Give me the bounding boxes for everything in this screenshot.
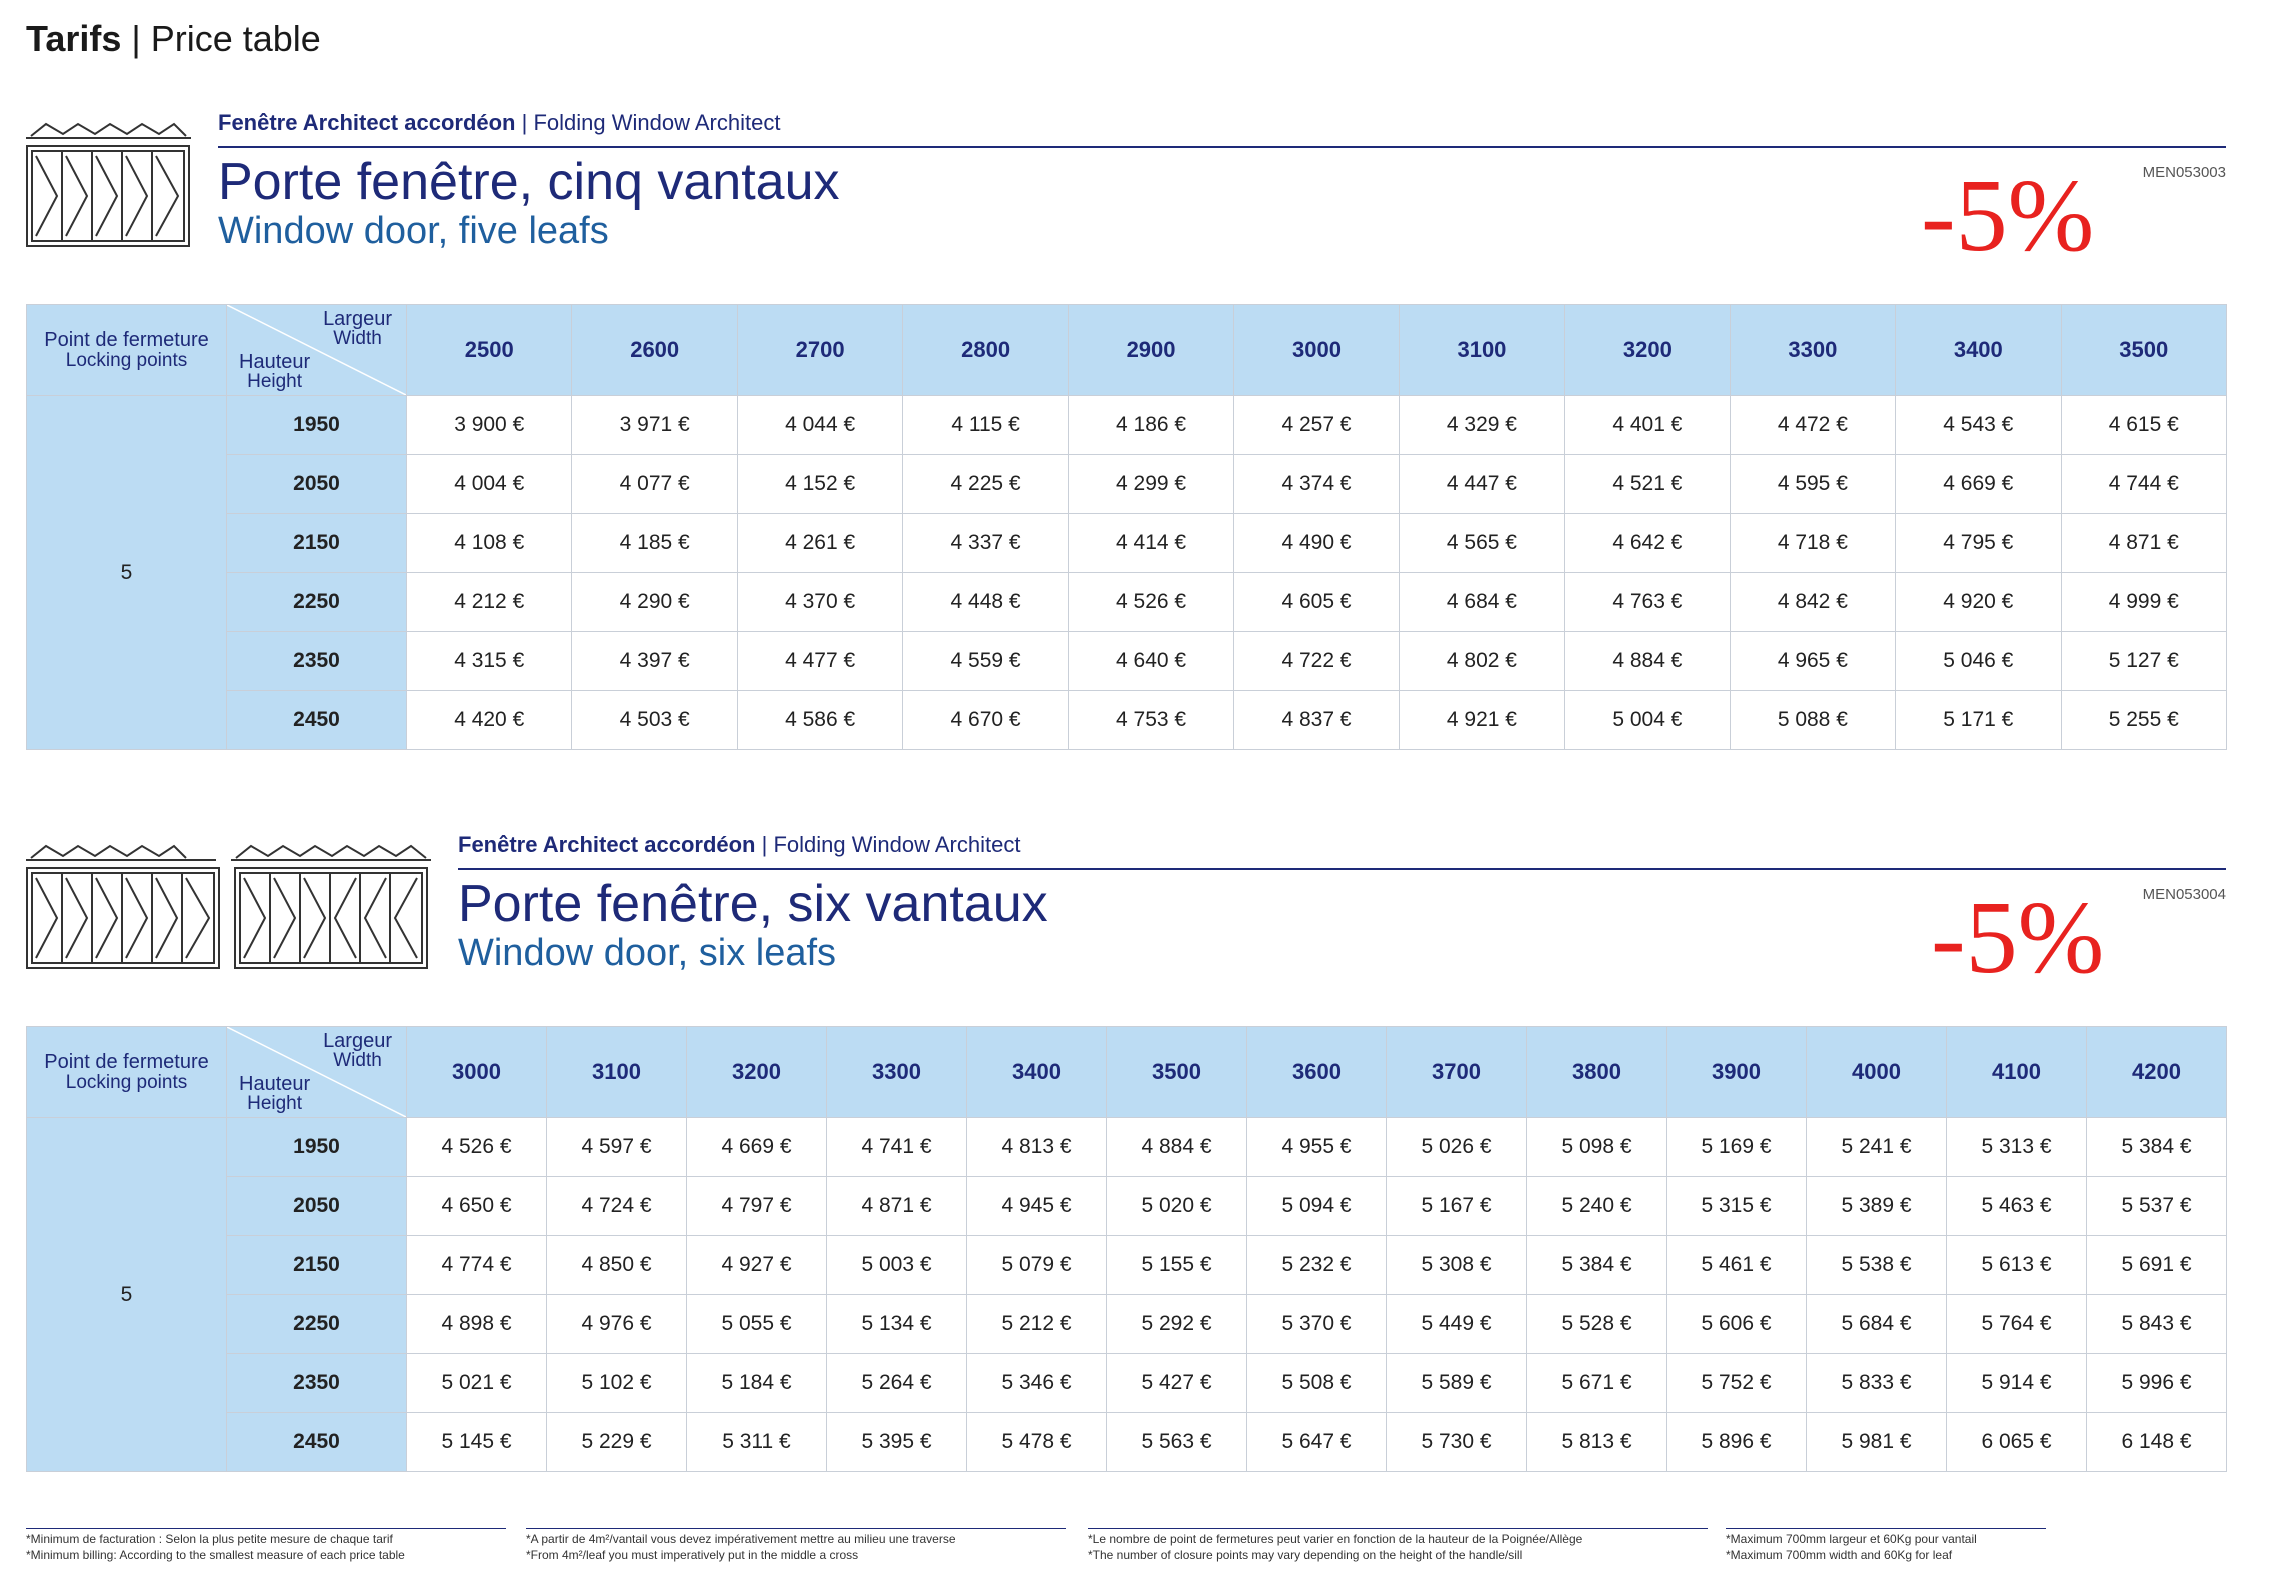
price-cell: 4 565 € bbox=[1399, 514, 1564, 573]
price-cell: 4 837 € bbox=[1234, 691, 1399, 750]
width-height-corner-header bbox=[227, 1027, 407, 1118]
width-column-header: 3200 bbox=[687, 1027, 827, 1118]
price-cell: 5 449 € bbox=[1387, 1295, 1527, 1354]
price-cell: 4 955 € bbox=[1247, 1118, 1387, 1177]
price-cell: 5 508 € bbox=[1247, 1354, 1387, 1413]
width-label: Largeur Width bbox=[323, 1030, 392, 1071]
price-cell: 5 088 € bbox=[1730, 691, 1895, 750]
price-cell: 6 065 € bbox=[1947, 1413, 2087, 1472]
price-cell: 5 606 € bbox=[1667, 1295, 1807, 1354]
height-row-header: 2150 bbox=[227, 514, 407, 573]
price-cell: 4 999 € bbox=[2061, 573, 2226, 632]
price-table bbox=[26, 1026, 2227, 1472]
price-cell: 5 308 € bbox=[1387, 1236, 1527, 1295]
footnote: *Maximum 700mm largeur et 60Kg pour vantail *Maximum 700mm width and 60Kg for leaf bbox=[1726, 1528, 2046, 1563]
table-header-row bbox=[27, 305, 2227, 396]
price-cell: 4 920 € bbox=[1896, 573, 2061, 632]
product-family: Fenêtre Architect accordéon | Folding Window Architect bbox=[218, 110, 781, 135]
price-cell: 5 384 € bbox=[1527, 1236, 1667, 1295]
price-cell: 4 329 € bbox=[1399, 396, 1564, 455]
price-cell: 4 722 € bbox=[1234, 632, 1399, 691]
price-cell: 5 003 € bbox=[827, 1236, 967, 1295]
price-cell: 4 945 € bbox=[967, 1177, 1107, 1236]
price-cell: 4 884 € bbox=[1565, 632, 1730, 691]
price-cell: 4 477 € bbox=[737, 632, 902, 691]
width-height-corner-header bbox=[227, 305, 407, 396]
price-cell: 5 647 € bbox=[1247, 1413, 1387, 1472]
price-cell: 4 741 € bbox=[827, 1118, 967, 1177]
width-column-header: 2900 bbox=[1068, 305, 1233, 396]
price-cell: 5 370 € bbox=[1247, 1295, 1387, 1354]
price-cell: 5 315 € bbox=[1667, 1177, 1807, 1236]
price-cell: 5 478 € bbox=[967, 1413, 1107, 1472]
price-cell: 5 764 € bbox=[1947, 1295, 2087, 1354]
price-cell: 4 503 € bbox=[572, 691, 737, 750]
price-cell: 5 055 € bbox=[687, 1295, 827, 1354]
width-column-header: 3900 bbox=[1667, 1027, 1807, 1118]
price-cell: 4 448 € bbox=[903, 573, 1068, 632]
price-cell: 4 526 € bbox=[407, 1118, 547, 1177]
product-family: Fenêtre Architect accordéon | Folding Window Architect bbox=[458, 832, 1021, 857]
price-cell: 4 401 € bbox=[1565, 396, 1730, 455]
price-cell: 5 240 € bbox=[1527, 1177, 1667, 1236]
price-cell: 4 337 € bbox=[903, 514, 1068, 573]
price-cell: 4 597 € bbox=[547, 1118, 687, 1177]
footnote: *Le nombre de point de fermetures peut varier en fonction de la hauteur de la Poignée/Allège *The number of closure points may vary depending on the height of the handle/sill bbox=[1088, 1528, 1708, 1563]
table-row bbox=[27, 632, 2227, 691]
price-cell: 5 843 € bbox=[2087, 1295, 2227, 1354]
price-cell: 5 914 € bbox=[1947, 1354, 2087, 1413]
price-cell: 4 414 € bbox=[1068, 514, 1233, 573]
price-section-five-leafs bbox=[26, 110, 2226, 760]
price-cell: 5 589 € bbox=[1387, 1354, 1527, 1413]
height-row-header: 2350 bbox=[227, 1354, 407, 1413]
price-cell: 5 538 € bbox=[1807, 1236, 1947, 1295]
price-cell: 4 044 € bbox=[737, 396, 902, 455]
table-row bbox=[27, 396, 2227, 455]
price-cell: 4 813 € bbox=[967, 1118, 1107, 1177]
table-row bbox=[27, 1413, 2227, 1472]
price-cell: 4 842 € bbox=[1730, 573, 1895, 632]
price-cell: 5 996 € bbox=[2087, 1354, 2227, 1413]
price-cell: 5 463 € bbox=[1947, 1177, 2087, 1236]
price-cell: 4 965 € bbox=[1730, 632, 1895, 691]
height-row-header: 2050 bbox=[227, 1177, 407, 1236]
price-cell: 4 225 € bbox=[903, 455, 1068, 514]
price-cell: 5 169 € bbox=[1667, 1118, 1807, 1177]
price-cell: 4 927 € bbox=[687, 1236, 827, 1295]
price-cell: 5 241 € bbox=[1807, 1118, 1947, 1177]
price-cell: 5 026 € bbox=[1387, 1118, 1527, 1177]
price-cell: 4 744 € bbox=[2061, 455, 2226, 514]
price-cell: 5 255 € bbox=[2061, 691, 2226, 750]
price-cell: 5 079 € bbox=[967, 1236, 1107, 1295]
price-cell: 5 292 € bbox=[1107, 1295, 1247, 1354]
price-cell: 4 898 € bbox=[407, 1295, 547, 1354]
price-cell: 5 004 € bbox=[1565, 691, 1730, 750]
price-cell: 5 346 € bbox=[967, 1354, 1107, 1413]
price-cell: 4 472 € bbox=[1730, 396, 1895, 455]
footnote: *Minimum de facturation : Selon la plus petite mesure de chaque tarif *Minimum billing: According to the smallest measure of each price table bbox=[26, 1528, 506, 1563]
width-column-header: 2800 bbox=[903, 305, 1068, 396]
price-cell: 4 605 € bbox=[1234, 573, 1399, 632]
locking-points-header: Point de fermeture Locking points bbox=[27, 305, 227, 396]
price-cell: 3 971 € bbox=[572, 396, 737, 455]
header-rule bbox=[218, 146, 2226, 148]
price-cell: 4 447 € bbox=[1399, 455, 1564, 514]
height-row-header: 2450 bbox=[227, 1413, 407, 1472]
price-cell: 5 171 € bbox=[1896, 691, 2061, 750]
price-cell: 4 669 € bbox=[687, 1118, 827, 1177]
price-cell: 4 559 € bbox=[903, 632, 1068, 691]
page-title: Tarifs | Price table bbox=[26, 18, 321, 59]
width-column-header: 3400 bbox=[967, 1027, 1107, 1118]
price-cell: 4 077 € bbox=[572, 455, 737, 514]
price-cell: 4 397 € bbox=[572, 632, 737, 691]
width-column-header: 3400 bbox=[1896, 305, 2061, 396]
price-cell: 4 543 € bbox=[1896, 396, 2061, 455]
locking-points-header: Point de fermeture Locking points bbox=[27, 1027, 227, 1118]
price-cell: 5 155 € bbox=[1107, 1236, 1247, 1295]
price-cell: 4 212 € bbox=[407, 573, 572, 632]
price-cell: 5 021 € bbox=[407, 1354, 547, 1413]
table-header-row bbox=[27, 1027, 2227, 1118]
price-cell: 5 384 € bbox=[2087, 1118, 2227, 1177]
price-cell: 6 148 € bbox=[2087, 1413, 2227, 1472]
width-column-header: 3100 bbox=[547, 1027, 687, 1118]
price-cell: 4 650 € bbox=[407, 1177, 547, 1236]
price-cell: 4 753 € bbox=[1068, 691, 1233, 750]
price-cell: 4 802 € bbox=[1399, 632, 1564, 691]
width-column-header: 3300 bbox=[827, 1027, 967, 1118]
locking-points-value: 5 bbox=[27, 396, 227, 750]
price-cell: 3 900 € bbox=[407, 396, 572, 455]
price-cell: 5 102 € bbox=[547, 1354, 687, 1413]
price-cell: 4 152 € bbox=[737, 455, 902, 514]
five-leaf-folding-window-icon bbox=[26, 116, 191, 256]
price-cell: 4 290 € bbox=[572, 573, 737, 632]
table-row bbox=[27, 573, 2227, 632]
price-cell: 5 427 € bbox=[1107, 1354, 1247, 1413]
discount-badge: -5% bbox=[1921, 158, 2095, 273]
price-cell: 5 020 € bbox=[1107, 1177, 1247, 1236]
width-column-header: 3600 bbox=[1247, 1027, 1387, 1118]
table-row bbox=[27, 1236, 2227, 1295]
width-column-header: 3300 bbox=[1730, 305, 1895, 396]
price-cell: 5 730 € bbox=[1387, 1413, 1527, 1472]
table-row bbox=[27, 455, 2227, 514]
height-label: Hauteur Height bbox=[239, 1073, 311, 1114]
price-cell: 5 981 € bbox=[1807, 1413, 1947, 1472]
price-cell: 5 537 € bbox=[2087, 1177, 2227, 1236]
price-cell: 4 684 € bbox=[1399, 573, 1564, 632]
width-column-header: 4100 bbox=[1947, 1027, 2087, 1118]
price-cell: 5 752 € bbox=[1667, 1354, 1807, 1413]
price-cell: 4 490 € bbox=[1234, 514, 1399, 573]
price-cell: 5 313 € bbox=[1947, 1118, 2087, 1177]
width-column-header: 3500 bbox=[2061, 305, 2226, 396]
width-column-header: 4200 bbox=[2087, 1027, 2227, 1118]
price-cell: 5 684 € bbox=[1807, 1295, 1947, 1354]
price-section-six-leafs bbox=[26, 832, 2226, 1482]
price-cell: 5 896 € bbox=[1667, 1413, 1807, 1472]
table-row bbox=[27, 514, 2227, 573]
price-cell: 4 374 € bbox=[1234, 455, 1399, 514]
width-label: Largeur Width bbox=[323, 308, 392, 349]
price-cell: 4 108 € bbox=[407, 514, 572, 573]
discount-badge: -5% bbox=[1931, 880, 2105, 995]
width-column-header: 2600 bbox=[572, 305, 737, 396]
footnote: *A partir de 4m²/vantail vous devez impérativement mettre au milieu une traverse *From 4m²/leaf you must imperatively put in the middle a cross bbox=[526, 1528, 1066, 1563]
price-cell: 4 642 € bbox=[1565, 514, 1730, 573]
price-cell: 4 257 € bbox=[1234, 396, 1399, 455]
price-cell: 5 691 € bbox=[2087, 1236, 2227, 1295]
price-cell: 4 595 € bbox=[1730, 455, 1895, 514]
price-cell: 4 850 € bbox=[547, 1236, 687, 1295]
height-row-header: 2350 bbox=[227, 632, 407, 691]
price-cell: 4 299 € bbox=[1068, 455, 1233, 514]
height-row-header: 2150 bbox=[227, 1236, 407, 1295]
height-row-header: 2250 bbox=[227, 1295, 407, 1354]
height-row-header: 2050 bbox=[227, 455, 407, 514]
product-reference: MEN053004 bbox=[2142, 886, 2226, 903]
width-column-header: 3500 bbox=[1107, 1027, 1247, 1118]
six-leaf-folding-window-icon bbox=[26, 838, 431, 978]
price-cell: 5 134 € bbox=[827, 1295, 967, 1354]
price-cell: 4 526 € bbox=[1068, 573, 1233, 632]
height-row-header: 1950 bbox=[227, 1118, 407, 1177]
price-cell: 5 389 € bbox=[1807, 1177, 1947, 1236]
price-cell: 4 185 € bbox=[572, 514, 737, 573]
height-row-header: 1950 bbox=[227, 396, 407, 455]
width-column-header: 3200 bbox=[1565, 305, 1730, 396]
price-cell: 5 229 € bbox=[547, 1413, 687, 1472]
price-cell: 4 774 € bbox=[407, 1236, 547, 1295]
width-column-header: 2700 bbox=[737, 305, 902, 396]
price-cell: 4 670 € bbox=[903, 691, 1068, 750]
width-column-header: 3000 bbox=[407, 1027, 547, 1118]
header-rule bbox=[458, 868, 2226, 870]
table-row bbox=[27, 1295, 2227, 1354]
price-cell: 4 420 € bbox=[407, 691, 572, 750]
price-cell: 4 797 € bbox=[687, 1177, 827, 1236]
price-cell: 5 094 € bbox=[1247, 1177, 1387, 1236]
product-title-fr: Porte fenêtre, six vantaux bbox=[458, 875, 1048, 933]
product-title-en: Window door, five leafs bbox=[218, 210, 609, 252]
price-cell: 4 186 € bbox=[1068, 396, 1233, 455]
price-cell: 4 521 € bbox=[1565, 455, 1730, 514]
width-column-header: 4000 bbox=[1807, 1027, 1947, 1118]
price-cell: 4 795 € bbox=[1896, 514, 2061, 573]
price-cell: 5 232 € bbox=[1247, 1236, 1387, 1295]
price-cell: 5 264 € bbox=[827, 1354, 967, 1413]
price-cell: 4 871 € bbox=[2061, 514, 2226, 573]
price-cell: 4 115 € bbox=[903, 396, 1068, 455]
price-cell: 5 395 € bbox=[827, 1413, 967, 1472]
price-cell: 4 724 € bbox=[547, 1177, 687, 1236]
price-cell: 5 311 € bbox=[687, 1413, 827, 1472]
table-row bbox=[27, 691, 2227, 750]
width-column-header: 3000 bbox=[1234, 305, 1399, 396]
table-row bbox=[27, 1118, 2227, 1177]
price-cell: 4 921 € bbox=[1399, 691, 1564, 750]
price-cell: 5 098 € bbox=[1527, 1118, 1667, 1177]
price-cell: 5 563 € bbox=[1107, 1413, 1247, 1472]
table-row bbox=[27, 1354, 2227, 1413]
price-cell: 5 145 € bbox=[407, 1413, 547, 1472]
width-column-header: 2500 bbox=[407, 305, 572, 396]
width-column-header: 3100 bbox=[1399, 305, 1564, 396]
price-cell: 4 370 € bbox=[737, 573, 902, 632]
product-title-fr: Porte fenêtre, cinq vantaux bbox=[218, 153, 840, 211]
price-cell: 4 763 € bbox=[1565, 573, 1730, 632]
price-cell: 4 615 € bbox=[2061, 396, 2226, 455]
price-table bbox=[26, 304, 2227, 750]
price-cell: 5 212 € bbox=[967, 1295, 1107, 1354]
product-reference: MEN053003 bbox=[2142, 164, 2226, 181]
price-cell: 4 004 € bbox=[407, 455, 572, 514]
price-cell: 5 833 € bbox=[1807, 1354, 1947, 1413]
price-cell: 4 586 € bbox=[737, 691, 902, 750]
price-cell: 4 871 € bbox=[827, 1177, 967, 1236]
price-cell: 5 813 € bbox=[1527, 1413, 1667, 1472]
price-cell: 4 884 € bbox=[1107, 1118, 1247, 1177]
width-column-header: 3700 bbox=[1387, 1027, 1527, 1118]
price-cell: 4 261 € bbox=[737, 514, 902, 573]
height-label: Hauteur Height bbox=[239, 351, 311, 392]
price-cell: 5 461 € bbox=[1667, 1236, 1807, 1295]
height-row-header: 2450 bbox=[227, 691, 407, 750]
price-cell: 4 669 € bbox=[1896, 455, 2061, 514]
table-row bbox=[27, 1177, 2227, 1236]
price-cell: 5 046 € bbox=[1896, 632, 2061, 691]
price-cell: 5 167 € bbox=[1387, 1177, 1527, 1236]
price-cell: 4 976 € bbox=[547, 1295, 687, 1354]
price-cell: 4 718 € bbox=[1730, 514, 1895, 573]
product-title-en: Window door, six leafs bbox=[458, 932, 837, 974]
price-cell: 5 528 € bbox=[1527, 1295, 1667, 1354]
height-row-header: 2250 bbox=[227, 573, 407, 632]
price-cell: 5 127 € bbox=[2061, 632, 2226, 691]
price-cell: 5 613 € bbox=[1947, 1236, 2087, 1295]
price-cell: 5 184 € bbox=[687, 1354, 827, 1413]
price-cell: 4 315 € bbox=[407, 632, 572, 691]
price-cell: 4 640 € bbox=[1068, 632, 1233, 691]
locking-points-value: 5 bbox=[27, 1118, 227, 1472]
price-cell: 5 671 € bbox=[1527, 1354, 1667, 1413]
width-column-header: 3800 bbox=[1527, 1027, 1667, 1118]
